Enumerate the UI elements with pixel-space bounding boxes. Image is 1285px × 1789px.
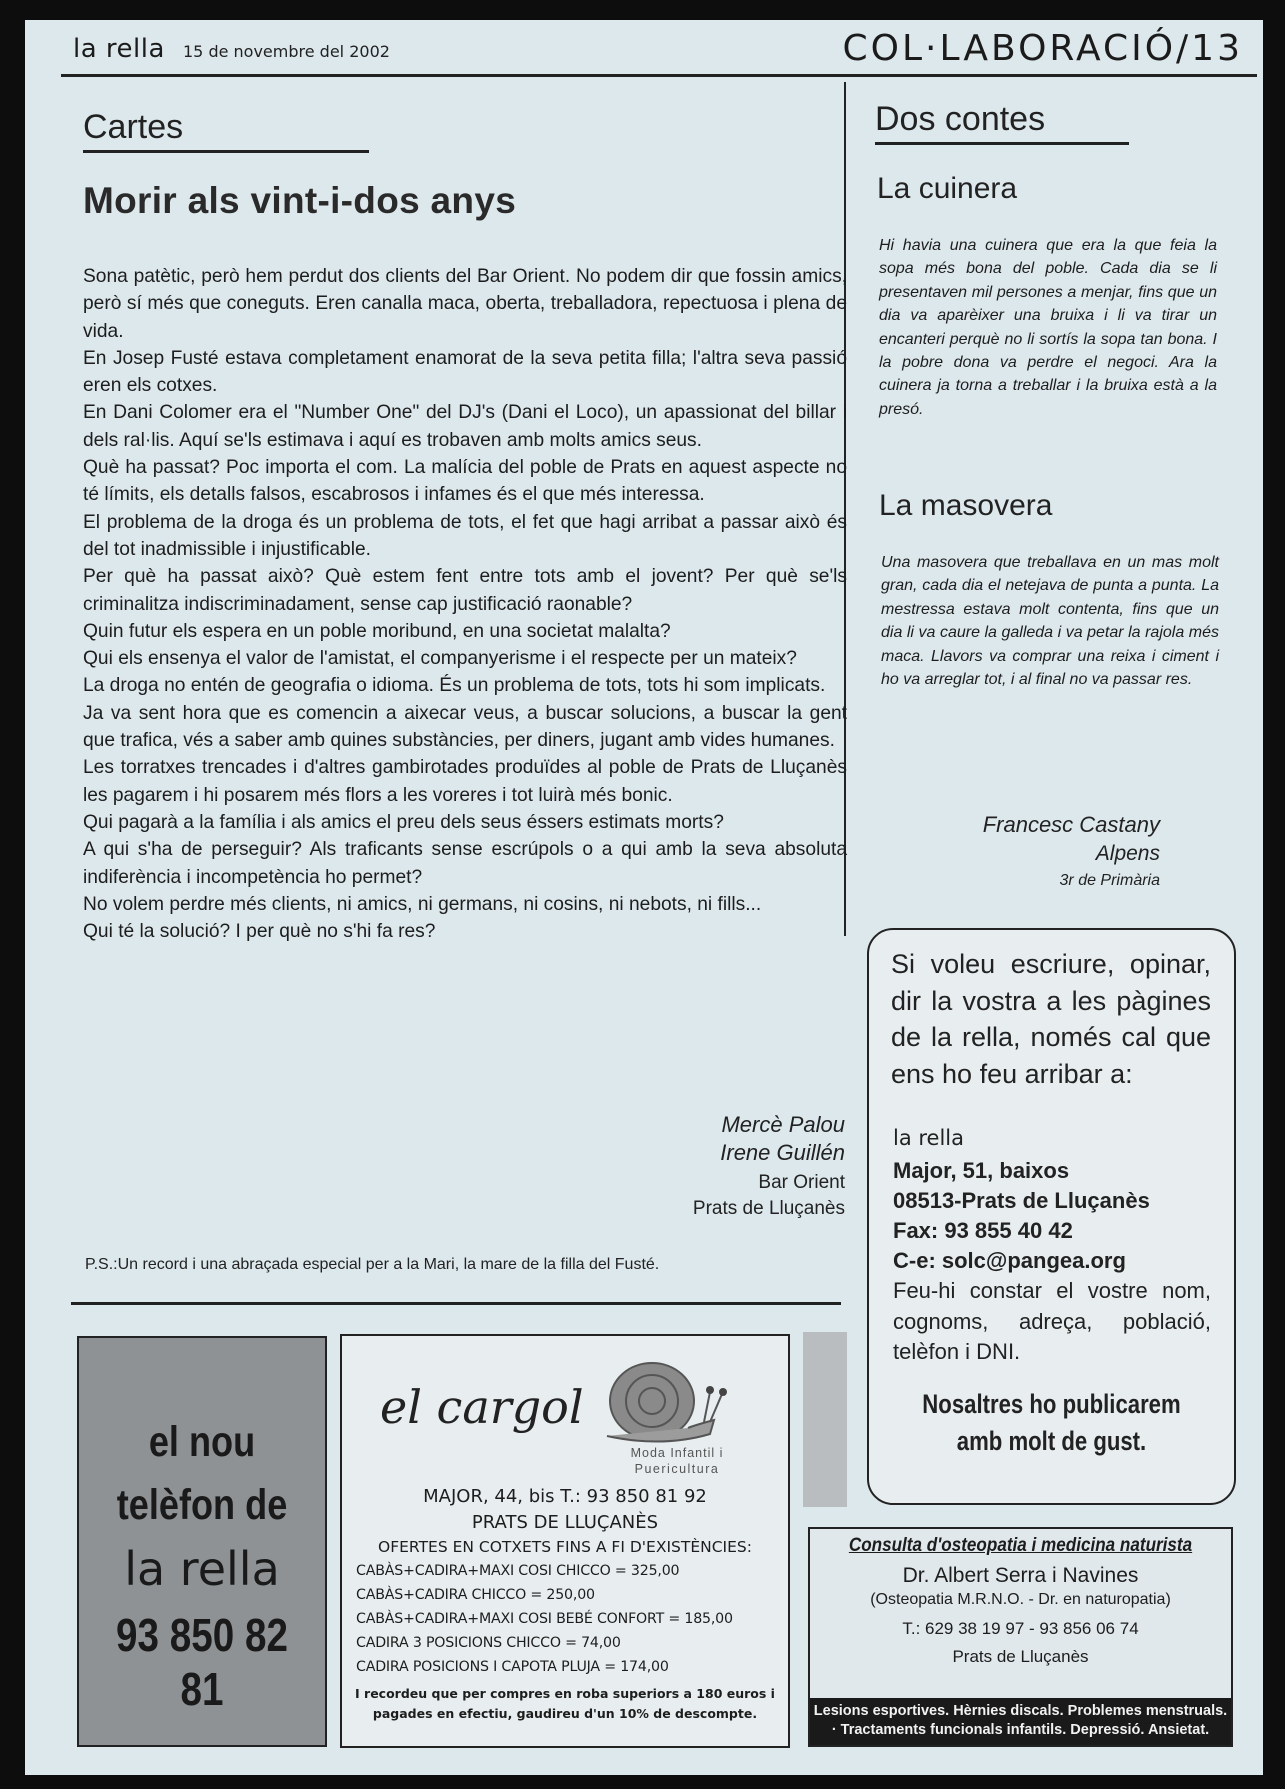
shop-town: PRATS DE LLUÇANÈS — [471, 1512, 659, 1533]
contact-address-line: Major, 51, baixos — [893, 1158, 1070, 1183]
shop-ad — [340, 1334, 790, 1748]
snail-icon — [592, 1356, 732, 1446]
doctor-ad-title: Consulta d'osteopatia i medicina naturista — [848, 1535, 1193, 1556]
story-title: La masovera — [879, 489, 1053, 522]
letters-section-title: Cartes — [83, 108, 184, 146]
tales-section-title: Dos contes — [875, 100, 1046, 138]
tales-title-rule — [875, 142, 1129, 145]
article-paragraph: Per què ha passat això? Què estem fent entre tots amb el jovent? Per què se'ls criminalitza indiscriminadament, sense cap justificació raonable? — [83, 566, 847, 615]
shop-offer-item: CABÀS+CADIRA CHICCO = 250,00 — [356, 1587, 595, 1603]
masthead-brand: la rella — [73, 34, 165, 64]
letters-title-rule — [83, 150, 369, 153]
article-paragraph: Quin futur els espera en un poble moribund, en una societat malalta? — [83, 620, 671, 642]
article-paragraph: La droga no entén de geografia o idioma. És un problema de tots, tots hi som implicats. — [83, 675, 826, 697]
shop-offer-item: CADIRA POSICIONS I CAPOTA PLUJA = 174,00 — [356, 1659, 669, 1675]
signature-place: Bar Orient — [758, 1172, 845, 1193]
contact-brand: la rella — [893, 1126, 965, 1150]
article-paragraph: A qui s'ha de perseguir? Als traficants sense escrúpols o a qui amb la seva absoluta indiferència i incompetència ho permet? — [83, 839, 847, 888]
doctor-name: Dr. Albert Serra i Navines — [902, 1564, 1139, 1587]
doctor-phones: T.: 629 38 19 97 - 93 856 06 74 — [902, 1619, 1139, 1638]
doctor-services-line: Lesions esportives. Hèrnies discals. Problemes menstruals. — [813, 1703, 1228, 1719]
postscript: P.S.:Un record i una abraçada especial per a la Mari, la mare de la filla del Fusté. — [85, 1256, 660, 1273]
doctor-services-line: · Tractaments funcionals infantils. Depressió. Ansietat. — [831, 1722, 1210, 1738]
story-author: Francesc Castany — [982, 812, 1160, 837]
story-author-town: Alpens — [1095, 842, 1160, 865]
shop-offer-item: CADIRA 3 POSICIONS CHICCO = 74,00 — [356, 1635, 621, 1651]
contact-invitation: Si voleu escriure, opinar, dir la vostra a les pàgines de la rella, només cal que ens ho feu arribar a: — [891, 949, 1211, 1089]
contact-closing-line: amb molt de gust. — [956, 1426, 1147, 1456]
article-paragraph: Qui els ensenya el valor de l'amistat, el companyerisme i el respecte per un mateix? — [83, 648, 797, 670]
doctor-town: Prats de Lluçanès — [952, 1647, 1089, 1666]
header-divider — [61, 74, 1257, 77]
phone-ad-number: 93 850 82 81 — [116, 1609, 288, 1715]
section-page-label: COL·LABORACIÓ/13 — [842, 28, 1243, 69]
article-paragraph: Les torratxes trencades i d'altres gambirotades produïdes al poble de Prats de Lluçanès les pagarem i hi posarem més flors a les voreres i tot luirà més bonic. — [83, 757, 847, 806]
story-text: Una masovera que treballava en un mas molt gran, cada dia el netejava de punta a punta. La mestressa estava molt contenta, fins que un dia li va caure la galleda i va petar la rajola més maca. Llavors va comprar una reixa i ciment i ho va arreglar tot, i al final no va passar res. — [881, 554, 1219, 689]
article-paragraph: Sona patètic, però hem perdut dos clients del Bar Orient. No podem dir que fossin amics, però sí més que coneguts. Eren canalla maca, oberta, treballadora, repectuosa i plena de vida. — [83, 266, 847, 342]
signature-town: Prats de Lluçanès — [692, 1198, 845, 1219]
phone-ad — [77, 1336, 327, 1747]
doctor-credentials: (Osteopatia M.R.N.O. - Dr. en naturopatia) — [870, 1591, 1171, 1608]
contact-closing — [918, 1386, 1185, 1460]
shop-footer: I recordeu que per compres en roba superiors a 180 euros i — [355, 1686, 775, 1701]
shop-footer: pagades en efectiu, gaudireu d'un 10% de descompte. — [372, 1706, 758, 1721]
article-paragraph: Qui pagarà a la família i als amics el preu dels seus éssers estimats morts? — [83, 811, 724, 833]
signature-name: Irene Guillén — [720, 1140, 845, 1165]
phone-ad-line: el nou — [148, 1418, 256, 1466]
shop-tagline: Moda Infantil i — [630, 1446, 724, 1460]
shop-tagline: Puericultura — [634, 1462, 720, 1476]
article-headline: Morir als vint-i-dos anys — [83, 180, 517, 221]
article-paragraph: Qui té la solució? I per què no s'hi fa res? — [83, 921, 436, 943]
article-paragraph: El problema de la droga és un problema de tots, el fet que hagi arribat a passar això és del tot inadmissible i injustificable. — [83, 511, 847, 560]
gray-strip — [803, 1332, 847, 1507]
shop-offer-item: CABÀS+CADIRA+MAXI COSI BEBÉ CONFORT = 185,00 — [356, 1611, 733, 1627]
contact-closing-line: Nosaltres ho publicarem — [922, 1389, 1181, 1419]
article-paragraph: No volem perdre més clients, ni amics, ni germans, ni cosins, ni nebots, ni fills... — [83, 893, 762, 915]
shop-offer-title: OFERTES EN COTXETS FINS A FI D'EXISTÈNCIES: — [378, 1538, 752, 1556]
contact-note: Feu-hi constar el vostre nom, cognoms, adreça, població, telèfon i DNI. — [893, 1278, 1211, 1364]
doctor-services — [810, 1698, 1231, 1745]
newspaper-page — [25, 20, 1263, 1775]
shop-offer-item: CABÀS+CADIRA+MAXI COSI CHICCO = 325,00 — [356, 1563, 680, 1579]
story-text: Hi havia una cuinera que era la que feia la sopa més bona del poble. Cada dia se li presentaven mil persones a menjar, fins que un dia va aparèixer una bruixa i li va tirar un encanteri perquè no li sortís la sopa tan bona. I la pobre dona va perdre el negoci. Ara la cuinera ja torna a treballar i la bruixa està a la presó. — [879, 237, 1217, 418]
issue-date: 15 de novembre del 2002 — [183, 42, 390, 61]
article-paragraph: Què ha passat? Poc importa el com. La malícia del poble de Prats en aquest aspecte no té límits, els detalls falsos, escabrosos i infames és el que més interessa. — [83, 457, 847, 506]
article-paragraph: Ja va sent hora que es comencin a aixecar veus, a buscar solucions, a buscar la gent que trafica, vés a saber amb quines substàncies, per diners, jugant amb vides humanes. — [83, 702, 847, 752]
shop-address: MAJOR, 44, bis T.: 93 850 81 92 — [423, 1486, 707, 1507]
shop-logo: el cargol — [380, 1380, 584, 1434]
story-title: La cuinera — [877, 172, 1018, 205]
phone-ad-line: telèfon de — [116, 1481, 288, 1529]
article-paragraph: En Dani Colomer era el "Number One" del DJ's (Dani el Loco), un apassionat del billar i dels ral·lis. Aquí se'ls estimava i aquí es trobaven amb molts amics seus. — [83, 402, 847, 451]
phone-ad-brand: la rella — [124, 1542, 280, 1596]
story-author-grade: 3r de Primària — [1059, 872, 1160, 889]
signature-name: Mercè Palou — [721, 1112, 845, 1137]
contact-fax: Fax: 93 855 40 42 — [893, 1218, 1073, 1243]
article-body — [83, 263, 847, 945]
contact-email: C-e: solc@pangea.org — [893, 1248, 1126, 1273]
article-end-rule — [71, 1302, 841, 1305]
article-paragraph: En Josep Fusté estava completament enamorat de la seva petita filla; l'altra seva passió eren els cotxes. — [83, 347, 847, 397]
doctor-ad — [808, 1527, 1233, 1747]
contact-address-line: 08513-Prats de Lluçanès — [893, 1188, 1150, 1213]
contact-box — [867, 928, 1236, 1505]
